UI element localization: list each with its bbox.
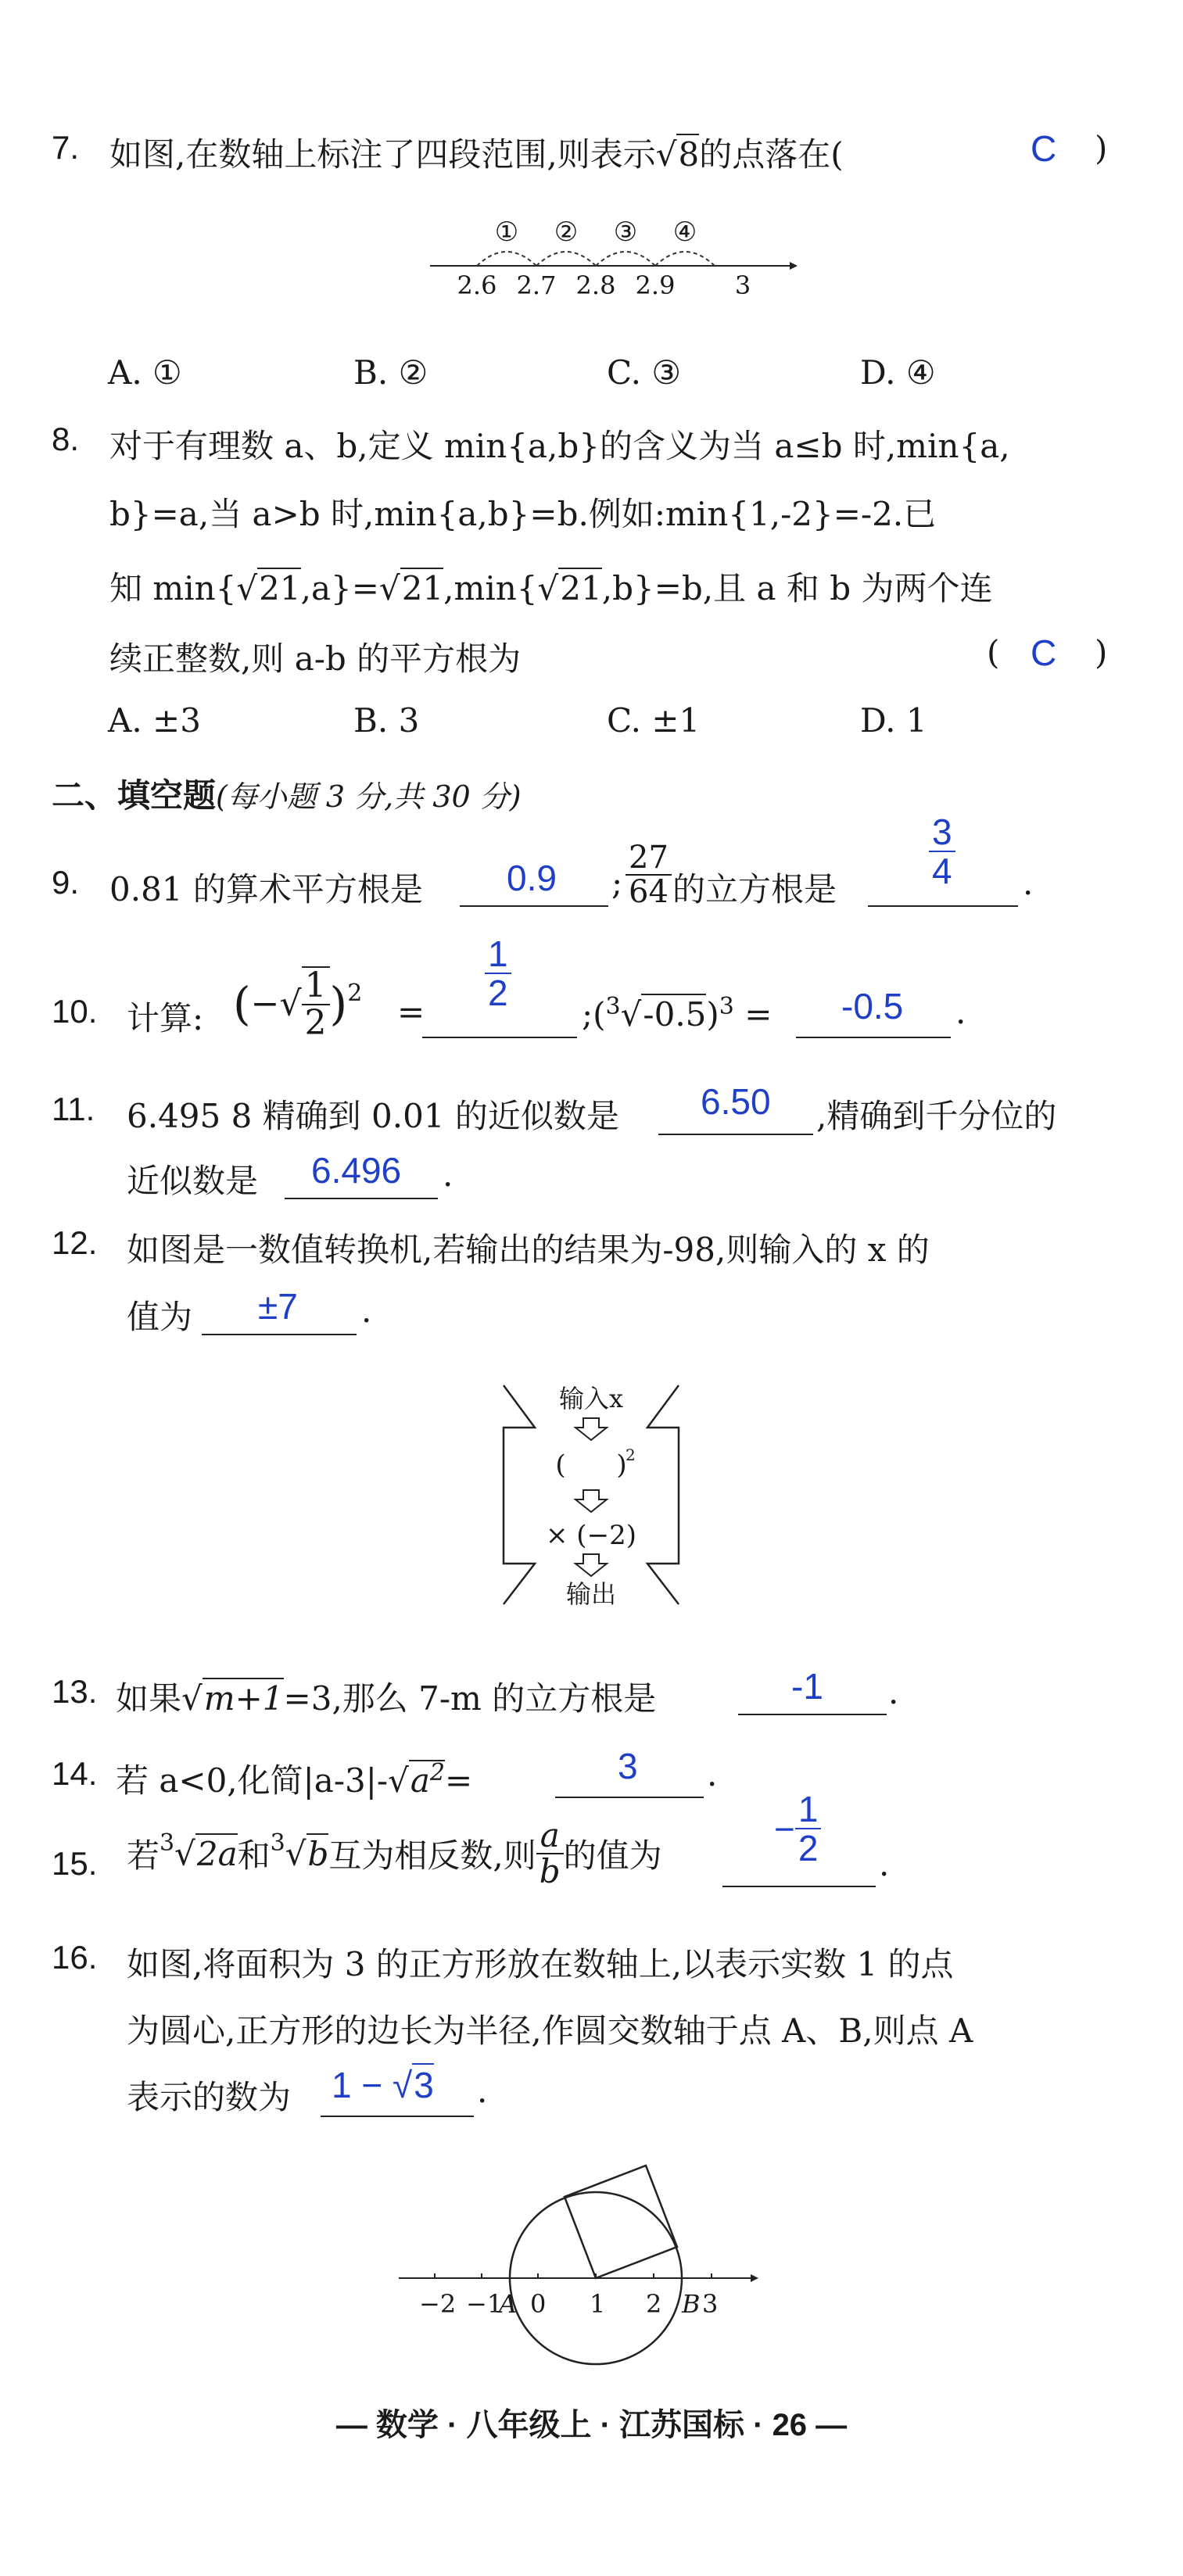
q15-end: . (879, 1845, 890, 1883)
q7-radicand: 8 (678, 135, 700, 174)
q14-rad-pow: 2 (429, 1759, 446, 1786)
q7-number-line (422, 210, 798, 303)
q7-seg-1: ① (494, 217, 519, 248)
q12-conversion-machine (497, 1376, 685, 1618)
q11-text-c: 近似数是 (127, 1162, 259, 1200)
q9-text-a: 0.81 的算术平方根是 (109, 870, 423, 908)
q10-cube-idx: 3 (605, 993, 621, 1020)
q10-eq: = (397, 993, 425, 1031)
q10-sep: ; (582, 995, 593, 1034)
q15-r1-idx: 3 (160, 1829, 175, 1858)
section-2-note: (每小题 3 分,共 30 分) (216, 779, 522, 814)
q16-number: 16. (52, 1939, 98, 1976)
machine-input: 输入x (558, 1384, 624, 1413)
section-2-heading (52, 770, 522, 817)
q16-figure (391, 2150, 766, 2369)
q9-sep: ; (611, 864, 623, 902)
axis-label-1: 1 (590, 2289, 606, 2319)
q15-r2-idx: 3 (270, 1829, 285, 1858)
q10-pow: 2 (347, 980, 363, 1008)
q15-ans-den: 2 (798, 1828, 819, 1869)
q12-end: . (361, 1292, 372, 1330)
q7-stem: 如图,在数轴上标注了四段范围,则表示√8的点落在( (109, 135, 844, 174)
q7-tick-1: 2.6 (457, 270, 497, 300)
q14-answer: 3 (618, 1746, 638, 1786)
q7-option-b: B. ② (353, 353, 428, 392)
q7-seg-2: ② (554, 217, 579, 248)
q16-blank (321, 2116, 474, 2117)
q13-text-a: 如果 (116, 1679, 182, 1718)
q10-blank-2 (796, 1037, 951, 1038)
q9-number: 9. (52, 864, 80, 901)
q10-text-a: 计算: (127, 999, 204, 1037)
q9-answer-1: 0.9 (507, 858, 557, 898)
q15-text-b: 互为相反数,则 (328, 1836, 536, 1876)
q8-line-3: 知 min{√21,a}=√21,min{√21,b}=b,且 a 和 b 为两个连 (109, 569, 993, 607)
q14-text-b: = (445, 1761, 473, 1800)
q10-expr-1: (−√ $\frac{1}{2}$ )$^2$ (233, 966, 363, 1044)
q7-option-d: D. ④ (860, 353, 936, 392)
q16-ans-rad: 3 (414, 2065, 434, 2105)
machine-step-1: ( ) (555, 1449, 627, 1481)
q13-text-b: =3,那么 7-m 的立方根是 (283, 1679, 657, 1718)
axis-label-3: 3 (702, 2289, 719, 2319)
page-footer: — 数学 · 八年级上 · 江苏国标 · 26 — (335, 2408, 848, 2442)
q9-blank-2 (868, 905, 1018, 907)
q9-frac-den: 64 (629, 874, 669, 910)
q8-l3-c: ,min{ (443, 569, 538, 607)
q10-ans1-den: 2 (488, 973, 508, 1014)
q13-rad: m+1 (203, 1679, 284, 1718)
axis-label-2: 2 (646, 2289, 662, 2319)
q10-end: . (955, 993, 966, 1031)
q15-ans-num: 1 (795, 1790, 822, 1829)
q9-ans2-den: 4 (932, 851, 952, 892)
q9-end: . (1023, 864, 1034, 902)
q9-frac-num: 27 (626, 841, 672, 876)
axis-label-neg2: −2 (419, 2289, 457, 2319)
q15-text-c: 的值为 (563, 1836, 662, 1876)
q16-ans-a: 1 − (332, 2065, 393, 2105)
q8-l3-r1: 21 (259, 569, 301, 607)
q11-end: . (443, 1155, 453, 1194)
q7-text-b: 的点落在 (699, 135, 831, 174)
q15-text-a: 若 (127, 1836, 160, 1876)
axis-label-B: B (682, 2289, 701, 2319)
machine-step-2: × (−2) (546, 1520, 636, 1551)
q14-stem: 若 a<0,化简$|a-3|-√a^2=$ (116, 1759, 473, 1800)
q9-text-b: 的立方根是 (672, 870, 837, 908)
q7-tick-2: 2.7 (516, 270, 557, 300)
q13-end: . (888, 1673, 899, 1711)
q12-answer: ±7 (258, 1286, 298, 1327)
section-2-title: 二、填空题 (52, 776, 217, 815)
q11-answer-2: 6.496 (311, 1150, 402, 1191)
q8-l3-d: ,b}=b,且 a 和 b 为两个连 (601, 569, 993, 607)
q11-answer-1: 6.50 (701, 1081, 771, 1122)
q7-text-a: 如图,在数轴上标注了四段范围,则表示 (109, 135, 656, 174)
q11-blank-1 (658, 1134, 813, 1135)
q9-ans2-num: 3 (929, 813, 955, 852)
q12-text-a: 如图是一数值转换机,若输出的结果为-98,则输入的 x 的 (127, 1231, 930, 1269)
q9-fraction (626, 841, 672, 908)
q11-blank-2 (285, 1198, 438, 1199)
q10-number: 10. (52, 993, 98, 1030)
q13-answer: -1 (791, 1666, 823, 1707)
q8-l3-b: ,a}= (300, 569, 379, 607)
q10-expr-2: $;(^3√-0.5)^3$ = (582, 993, 773, 1034)
q8-line-1: 对于有理数 a、b,定义 min{a,b}的含义为当 a≤b 时,min{a, (109, 427, 1010, 465)
axis-label-A: A (499, 2289, 518, 2319)
q15-blank (722, 1886, 876, 1887)
q8-line-4: 续正整数,则 a-b 的平方根为 (109, 640, 522, 678)
q7-number: 7. (52, 129, 80, 166)
q10-cube-rad: -0.5 (643, 995, 707, 1034)
q15-answer (774, 1790, 821, 1868)
q8-option-b: B. 3 (353, 701, 420, 740)
q14-blank (555, 1797, 704, 1798)
q15-r1: 2a (196, 1834, 238, 1873)
q10-f-den: 2 (304, 1003, 327, 1044)
q14-end: . (707, 1755, 718, 1793)
q11-number: 11. (52, 1091, 95, 1127)
q9-answer-2 (929, 813, 955, 890)
q7-option-c: C. ③ (607, 353, 681, 392)
axis-label-0: 0 (530, 2289, 547, 2319)
q8-line-2: b}=a,当 a>b 时,min{a,b}=b.例如:min{1,-2}=-2.已 (109, 495, 937, 533)
q7-answer: C (1031, 128, 1057, 169)
q15-stem: 若$^3$√2a和$^3$√b互为相反数,则 $\frac{a}{b}$ 的值为 (127, 1816, 662, 1891)
q11-text-b: ,精确到千分位的 (816, 1097, 1057, 1135)
q8-option-d: D. 1 (860, 701, 927, 740)
machine-output: 输出 (565, 1579, 617, 1609)
q12-blank (202, 1334, 357, 1335)
axis-label-neg1: −1 (466, 2289, 504, 2319)
q8-l3-r2: 21 (401, 569, 444, 607)
q10-answer-2: -0.5 (841, 986, 904, 1026)
q8-l3-r3: 21 (560, 569, 602, 607)
q8-option-a: A. ±3 (108, 701, 201, 740)
q8-option-c: C. ±1 (607, 701, 701, 740)
q7-seg-3: ③ (613, 217, 638, 248)
q15-number: 15. (52, 1845, 98, 1882)
q14-number: 14. (52, 1755, 98, 1792)
q14-rad: a (410, 1761, 430, 1800)
q8-l3-a: 知 min{ (109, 569, 237, 607)
q15-mid: 和 (237, 1836, 271, 1876)
q14-text-a: 若 a<0,化简|a-3|- (116, 1761, 389, 1800)
q16-line-3: 表示的数为 (127, 2078, 292, 2116)
q8-open-paren: ( (987, 633, 1000, 672)
q8-number: 8. (52, 421, 80, 457)
q16-answer: 1 − √3 (332, 2065, 434, 2105)
q10-blank-1 (422, 1037, 577, 1038)
q11-text-a: 6.495 8 精确到 0.01 的近似数是 (127, 1097, 619, 1135)
q16-end: . (477, 2072, 488, 2110)
q16-line-1: 如图,将面积为 3 的正方形放在数轴上,以表示实数 1 的点 (127, 1945, 954, 1983)
machine-step-1-pow: 2 (626, 1446, 636, 1464)
q16-line-2: 为圆心,正方形的边长为半径,作圆交数轴于点 A、B,则点 A (127, 2012, 973, 2050)
q13-stem: 如果√m+1=3,那么 7-m 的立方根是 (116, 1679, 657, 1718)
q13-blank (738, 1714, 887, 1715)
q15-ans-sign: − (774, 1808, 795, 1850)
q7-close-paren: ) (1095, 129, 1108, 167)
q7-tick-4: 2.9 (635, 270, 676, 300)
q9-blank-1 (460, 905, 608, 907)
q15-r2: b (307, 1834, 329, 1873)
q8-close-paren: ) (1095, 633, 1108, 672)
q7-tick-5: 3 (734, 270, 751, 300)
q15-f-den: b (539, 1852, 561, 1891)
q10-f-num: 1 (302, 968, 330, 1005)
q12-number: 12. (52, 1224, 98, 1261)
q7-tick-3: 2.8 (575, 270, 616, 300)
q10-answer-1 (485, 935, 511, 1012)
q13-number: 13. (52, 1673, 98, 1710)
q7-seg-4: ④ (672, 217, 697, 248)
q12-text-b: 值为 (127, 1298, 193, 1336)
q8-answer: C (1031, 632, 1057, 673)
q15-f-num: a (536, 1818, 564, 1854)
q10-ans1-num: 1 (485, 935, 511, 974)
q7-option-a: A. ① (108, 353, 182, 392)
